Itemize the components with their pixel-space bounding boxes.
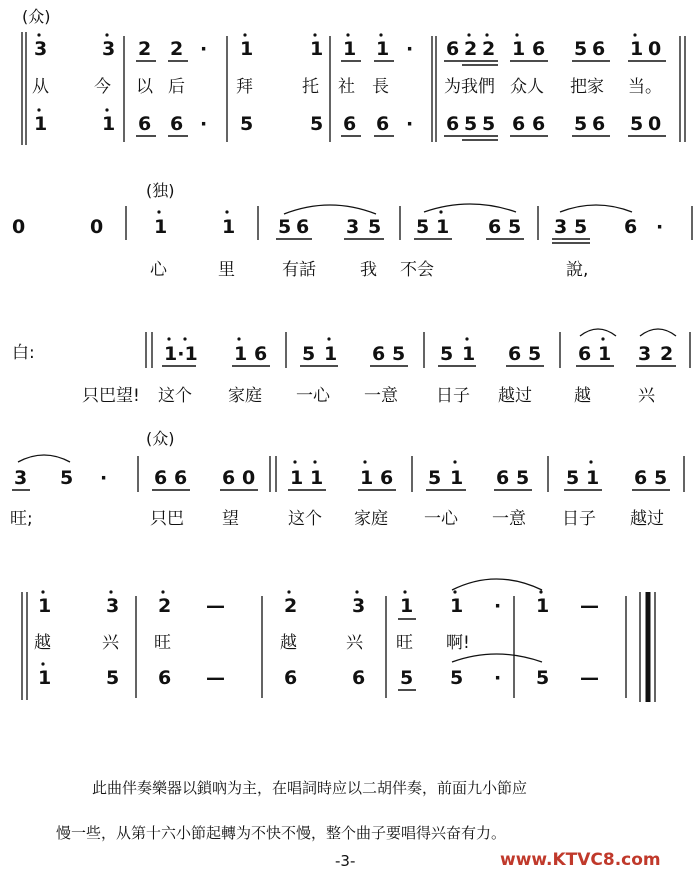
site-watermark: www.KTVC8.com <box>500 850 661 870</box>
note: 5 <box>440 343 454 365</box>
performance-note-line1: 此曲伴奏樂器以鎖吶为主，在唱詞時应以二胡伴奏，前面九小節应 <box>92 779 528 797</box>
note: 1 <box>240 38 254 60</box>
note: 5 <box>508 216 522 238</box>
row1-bass <box>34 113 661 135</box>
lyric: 后 <box>168 77 185 97</box>
row3-melody <box>164 343 673 365</box>
note: 1 <box>154 216 168 238</box>
note: 3 <box>346 216 360 238</box>
note: 1 <box>234 343 248 365</box>
lyric: 把家 <box>570 77 604 97</box>
lyric: 日子 <box>436 386 470 406</box>
note: 5 <box>574 216 588 238</box>
dash: — <box>206 667 225 689</box>
note: 1 <box>34 113 48 135</box>
note: 1 <box>376 38 390 60</box>
note: 2 <box>138 38 152 60</box>
lyric: 一心 <box>424 509 458 529</box>
lyric: 啊! <box>446 633 470 653</box>
lyric: 家庭 <box>354 509 388 529</box>
note: 1 <box>360 467 374 489</box>
row1-lyrics <box>32 77 662 97</box>
note: 1 <box>38 667 52 689</box>
lyric: 旺 <box>154 633 171 653</box>
note: 6 <box>578 343 592 365</box>
row3-lyrics <box>82 386 656 406</box>
lyric: 只巴望! <box>82 386 140 406</box>
chorus-mark: (众) <box>146 429 175 448</box>
lyric: 里 <box>218 260 235 280</box>
note: 2 <box>170 38 184 60</box>
note: 0 <box>12 216 26 238</box>
note: 0 <box>648 38 662 60</box>
note: 1 <box>450 595 464 617</box>
lyric: 兴 <box>102 633 119 653</box>
note: 5 <box>240 113 254 135</box>
lyric: 越 <box>280 633 297 653</box>
note: 5 <box>416 216 430 238</box>
note: 1 <box>310 38 324 60</box>
lyric: 日子 <box>562 509 596 529</box>
lyric: 为我們 <box>444 77 495 97</box>
note: 6 <box>380 467 394 489</box>
note: 5 <box>566 467 580 489</box>
note: 6 <box>170 113 184 135</box>
note: 6 <box>508 343 522 365</box>
note: 5 <box>654 467 668 489</box>
note: 1 <box>598 343 612 365</box>
lyric: 托 <box>302 77 319 97</box>
lyric: 一意 <box>364 386 398 406</box>
lyric: 越过 <box>498 386 532 406</box>
lyric: 从 <box>32 77 49 97</box>
note: 6 <box>296 216 310 238</box>
performance-note-line2: 慢一些，从第十六小節起轉为不快不慢，整个曲子要唱得兴奋有力。 <box>56 824 507 842</box>
note: 1 <box>436 216 450 238</box>
lyric: 越 <box>574 386 591 406</box>
note: 5 <box>574 38 588 60</box>
lyric: 兴 <box>638 386 655 406</box>
note: 3 <box>638 343 652 365</box>
note: 5 <box>536 667 550 689</box>
note: 1 <box>102 113 116 135</box>
note: 6 <box>376 113 390 135</box>
note: 3 <box>14 467 28 489</box>
lyric: 長 <box>372 77 389 97</box>
note: 3 <box>352 595 366 617</box>
note: 5 <box>278 216 292 238</box>
note: 6 <box>284 667 298 689</box>
lyric: 一心 <box>296 386 330 406</box>
row1-melody <box>34 38 661 60</box>
lyric: 心 <box>150 260 167 280</box>
note: 6 <box>446 38 460 60</box>
note: 3 <box>554 216 568 238</box>
dot: · <box>200 113 208 135</box>
note: 1 <box>290 467 304 489</box>
dot: · <box>100 467 108 489</box>
dot: · <box>494 667 502 689</box>
note: 2 <box>158 595 172 617</box>
lyric: 以 <box>136 77 153 97</box>
row2-melody <box>12 216 663 238</box>
dot: · <box>494 595 502 617</box>
note: 6 <box>532 38 546 60</box>
note: 0 <box>648 113 662 135</box>
note: 1·1 <box>164 343 198 365</box>
note: 6 <box>158 667 172 689</box>
row5-lyrics <box>34 633 470 653</box>
lyric: 众人 <box>510 77 544 97</box>
lyric: 我 <box>360 260 377 280</box>
dash: — <box>206 595 225 617</box>
lyric: 兴 <box>346 633 363 653</box>
note: 1 <box>462 343 476 365</box>
note: 6 <box>496 467 510 489</box>
note: 5 <box>302 343 316 365</box>
note: 3 <box>102 38 116 60</box>
note: 2 <box>464 38 478 60</box>
note: 6 <box>624 216 638 238</box>
lyric: 拜 <box>236 77 253 97</box>
spoken-prefix: 白: <box>12 343 35 363</box>
note: 6 <box>592 38 606 60</box>
page-number: -3- <box>335 852 356 870</box>
note: 5 <box>574 113 588 135</box>
note: 1 <box>343 38 357 60</box>
chorus-mark: (众) <box>22 7 51 26</box>
note: 6 <box>532 113 546 135</box>
note: 1 <box>450 467 464 489</box>
note: 1 <box>512 38 526 60</box>
lyric: 家庭 <box>228 386 262 406</box>
lyric: 只巴 <box>150 509 184 529</box>
note: 1 <box>586 467 600 489</box>
dash: — <box>580 667 599 689</box>
note: 6 <box>174 467 188 489</box>
solo-mark: (独) <box>146 181 175 200</box>
lyric: 越过 <box>630 509 664 529</box>
note: 5 <box>528 343 542 365</box>
note: 1 <box>222 216 236 238</box>
note: 1 <box>400 595 414 617</box>
lyric: 越 <box>34 633 51 653</box>
lyric: 說, <box>566 260 589 280</box>
note: 6 <box>154 467 168 489</box>
row4-melody <box>14 467 667 489</box>
note: 2 <box>660 343 674 365</box>
lyric: 旺 <box>396 633 413 653</box>
note: 5 <box>630 113 644 135</box>
note: 1 <box>310 467 324 489</box>
note: 6 <box>446 113 460 135</box>
note: 5 <box>106 667 120 689</box>
dot: · <box>406 113 414 135</box>
lyric: 旺; <box>10 509 33 529</box>
lyric: 不会 <box>400 260 434 280</box>
note: 5 <box>428 467 442 489</box>
row5-bass <box>38 667 599 689</box>
note: 6 <box>512 113 526 135</box>
dot: · <box>656 216 664 238</box>
note: 6 <box>634 467 648 489</box>
note: 6 <box>488 216 502 238</box>
note: 5 <box>392 343 406 365</box>
note: 5 <box>368 216 382 238</box>
note: 6 <box>352 667 366 689</box>
note: 6 <box>372 343 386 365</box>
dot: · <box>200 38 208 60</box>
note: 6 <box>222 467 236 489</box>
note: 1 <box>536 595 550 617</box>
note: 1 <box>630 38 644 60</box>
dash: — <box>580 595 599 617</box>
note: 3 <box>34 38 48 60</box>
note: 3 <box>106 595 120 617</box>
lyric: 一意 <box>492 509 526 529</box>
note: 5 <box>400 667 414 689</box>
row5-melody <box>38 595 599 617</box>
lyric: 这个 <box>158 386 192 406</box>
note: 5 <box>482 113 496 135</box>
lyric: 望 <box>222 509 239 529</box>
note: 2 <box>284 595 298 617</box>
lyric: 社 <box>338 77 355 97</box>
row4-lyrics <box>10 509 664 529</box>
lyric: 今 <box>94 77 111 97</box>
note: 5 <box>450 667 464 689</box>
note: 5 <box>310 113 324 135</box>
note: 6 <box>138 113 152 135</box>
note: 0 <box>90 216 104 238</box>
lyric: 当。 <box>628 77 662 97</box>
lyric: 有話 <box>282 260 316 280</box>
note: 5 <box>516 467 530 489</box>
note: 6 <box>592 113 606 135</box>
note: 1 <box>38 595 52 617</box>
dot: · <box>406 38 414 60</box>
note: 6 <box>254 343 268 365</box>
note: 5 <box>60 467 74 489</box>
lyric: 这个 <box>288 509 322 529</box>
row2-lyrics <box>150 260 588 280</box>
note: 6 <box>343 113 357 135</box>
note: 1 <box>324 343 338 365</box>
note: 2 <box>482 38 496 60</box>
note: 5 <box>464 113 478 135</box>
note: 0 <box>242 467 256 489</box>
